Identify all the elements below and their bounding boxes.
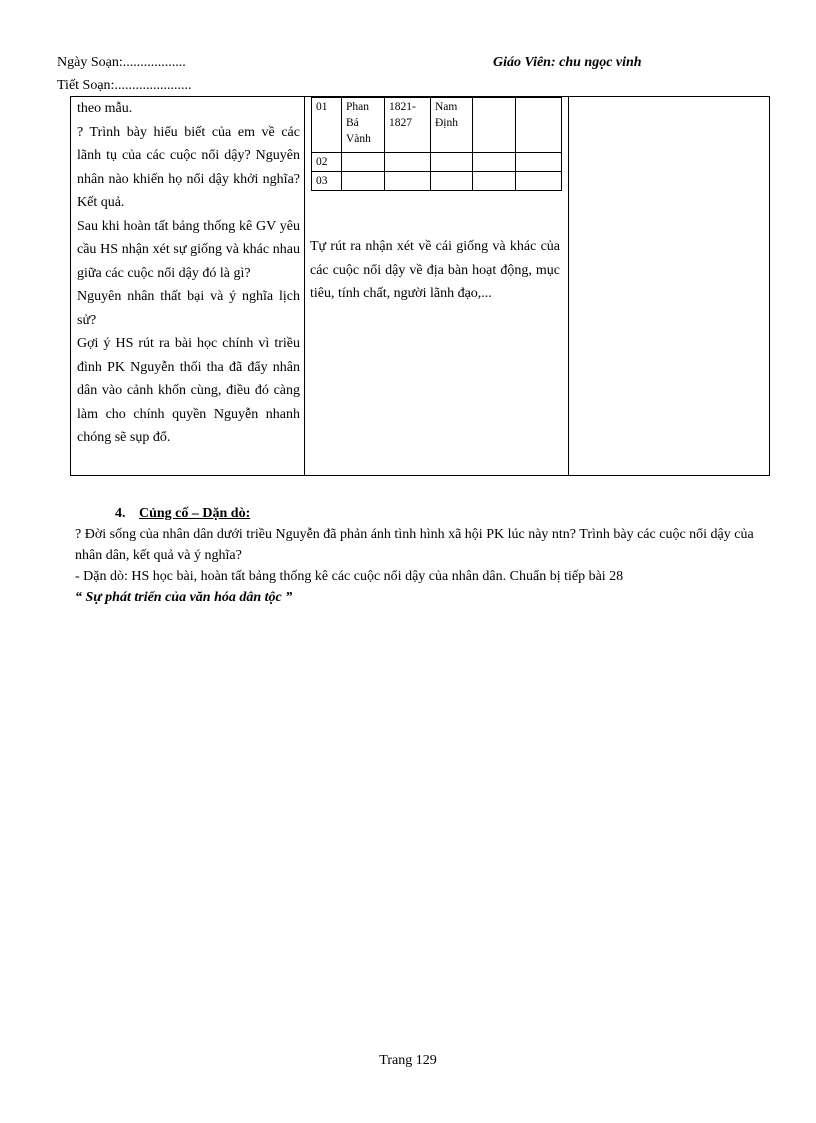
table-cell	[516, 172, 562, 191]
homework-text: - Dặn dò: HS học bài, hoàn tất bảng thống kê các cuộc nổi dậy của nhân dân. Chuẩn bị tiếp bài 28	[75, 569, 624, 584]
section-title-text: Củng cố – Dặn dò:	[139, 506, 251, 521]
table-cell	[473, 153, 516, 172]
lesson-label: Tiết Soạn:......................	[57, 78, 192, 93]
table-cell	[342, 153, 385, 172]
teacher-activity-cell	[71, 97, 305, 476]
table-cell	[473, 172, 516, 191]
table-cell	[431, 153, 473, 172]
teacher-activity-text	[71, 97, 304, 450]
date-label: Ngày Soạn:..................	[57, 55, 186, 70]
table-row	[312, 98, 562, 153]
section-number: 4.	[115, 506, 126, 521]
next-lesson-title: “ Sự phát triển của văn hóa dân tộc ”	[75, 590, 293, 605]
page-number: Trang 129	[379, 1053, 437, 1068]
activity-paragraph: theo mẫu.	[77, 101, 133, 116]
table-cell: 03	[312, 172, 342, 191]
teacher-label: Giáo Viên: chu ngọc vinh	[493, 55, 642, 70]
uprising-stats-table	[311, 97, 562, 191]
lesson-table	[70, 96, 770, 476]
activity-paragraph: Gợi ý HS rút ra bài học chính vì triều đình PK Nguyễn thối tha đã đẩy nhân dân vào cảnh khốn cùng, điều đó càng làm cho chính quyền Nguyễn nhanh chóng sẽ sụp đổ.	[77, 336, 300, 445]
table-cell: 1821-1827	[385, 98, 431, 153]
table-cell: Nam Định	[431, 98, 473, 153]
student-activity-text: Tự rút ra nhận xét về cái giống và khác của các cuộc nổi dậy về địa bàn hoạt động, mục tiêu, tính chất, người lãnh đạo,...	[310, 239, 560, 301]
table-cell	[342, 172, 385, 191]
activity-paragraph: Nguyên nhân thất bại và ý nghĩa lịch sử?	[77, 289, 300, 328]
consolidation-section	[75, 503, 775, 608]
table-row	[312, 153, 562, 172]
table-cell	[385, 153, 431, 172]
table-cell: 02	[312, 153, 342, 172]
table-cell	[473, 98, 516, 153]
table-cell	[516, 153, 562, 172]
table-cell: 01	[312, 98, 342, 153]
table-row	[312, 172, 562, 191]
content-cell	[569, 97, 770, 476]
activity-paragraph: Sau khi hoàn tất bảng thống kê GV yêu cầu HS nhận xét sự giống và khác nhau giữa các cuộc nổi dậy đó là gì?	[77, 218, 300, 281]
review-question: ? Đời sống của nhân dân dưới triều Nguyễn đã phản ánh tình hình xã hội PK lúc này ntn? Trình bày các cuộc nổi dậy của nhân dân, kết quả và ý nghĩa?	[75, 527, 754, 563]
table-cell: Phan Bá Vành	[342, 98, 385, 153]
table-cell	[431, 172, 473, 191]
section-title	[115, 503, 775, 524]
lesson-table-row	[71, 97, 770, 476]
table-cell	[516, 98, 562, 153]
activity-paragraph: ? Trình bày hiểu biết của em về các lãnh tụ của các cuộc nổi dậy? Nguyên nhân nào khiến họ nổi dậy khởi nghĩa? Kết quả.	[77, 124, 300, 210]
student-activity-cell	[305, 97, 569, 476]
table-cell	[385, 172, 431, 191]
